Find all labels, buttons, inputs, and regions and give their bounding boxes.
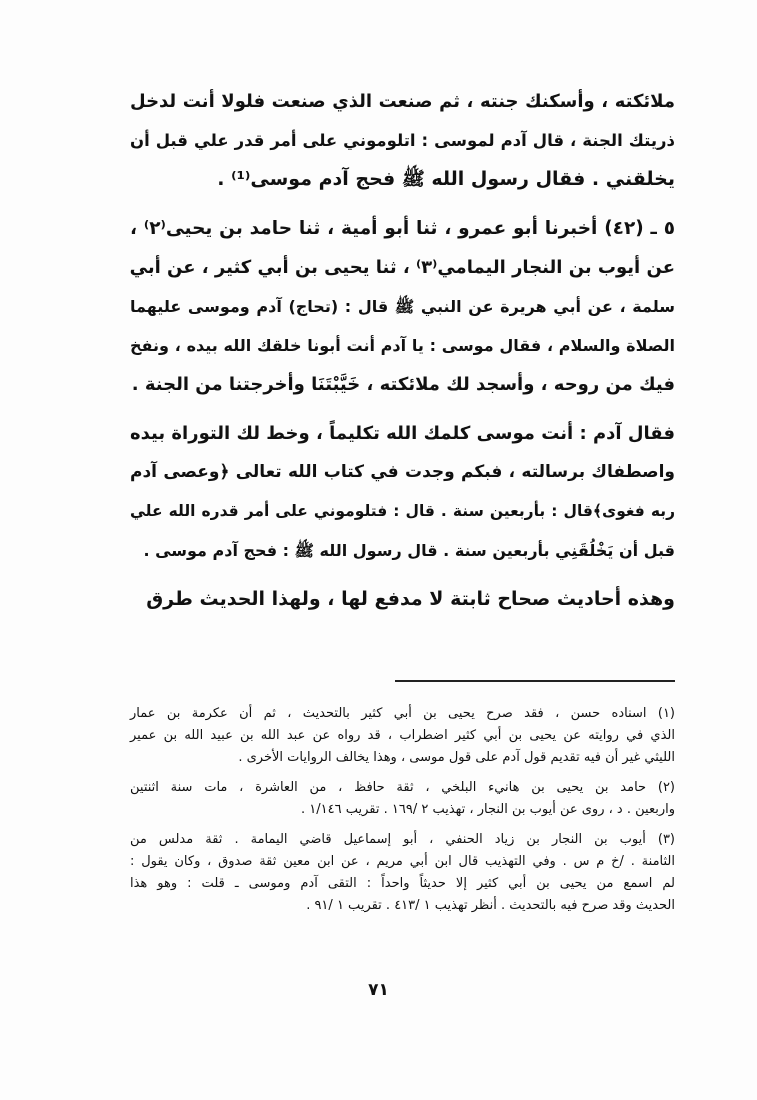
text-line: فقال آدم : أنت موسى كلمك الله تكليماً ، وخط لك التوراة بيده xyxy=(130,423,675,444)
paragraph-4 xyxy=(130,580,675,619)
footnote-2 xyxy=(130,777,675,821)
text-line: وهذه أحاديث صحاح ثابتة لا مدفع لها ، ولهذا الحديث طرق xyxy=(146,588,675,610)
footnote-line: الحديث وقد صرح فيه بالتحديث . أنظر تهذيب ١ /٤١٣ . تقريب ١ /٩١ . xyxy=(306,898,675,913)
text-line: ربه فغوى﴾قال : بأربعين سنة . قال : فتلوموني على أمر قدره الله علي xyxy=(130,502,675,520)
footnote-line: الليثي غير أن فيه تقديم قول آدم على قول موسى ، وهذا يخالف الروايات الأخرى . xyxy=(238,750,675,765)
footnote-3 xyxy=(130,829,675,917)
text-line: سلمة ، عن أبي هريرة عن النبي ﷺ قال : (تحاج) آدم وموسى عليهما xyxy=(130,297,675,316)
footnote-separator xyxy=(395,680,675,682)
paragraph-1 xyxy=(130,82,675,199)
footnotes xyxy=(130,703,675,925)
text-line: الصلاة والسلام ، فقال موسى : يا آدم أنت أبونا خلقك الله بيده ، ونفخ xyxy=(130,336,675,355)
paragraph-3 xyxy=(130,414,675,570)
text-line: يخلقني . فقال رسول الله ﷺ فحج آدم موسى⁽¹⁾ . xyxy=(217,168,675,190)
footnote-line: (٣) أيوب بن النجار بن زياد الحنفي ، أبو إسماعيل قاضي اليمامة . ثقة مدلس من xyxy=(130,832,675,847)
footnote-1 xyxy=(130,703,675,769)
footnote-line: لم اسمع من يحيى بن أبي كثير إلا حديثاً واحداً : التقى آدم وموسى ـ قلت : وهو هذا xyxy=(130,876,675,891)
text-line: فيك من روحه ، وأسجد لك ملائكته ، خَيَّبْتَنَا وأخرجتنا من الجنة . xyxy=(131,374,675,395)
footnote-line: (١) اسناده حسن ، فقد صرح يحيى بن أبي كثير بالتحديث ، ثم أن عكرمة بن عمار xyxy=(130,706,675,721)
footnote-line: (٢) حامد بن يحيى بن هانيء البلخي ، ثقة حافظ ، من العاشرة ، مات سنة اثنتين xyxy=(130,780,675,795)
text-line: ٥ ـ (٤٢) أخبرنا أبو عمرو ، ثنا أبو أمية ، ثنا حامد بن يحيى⁽٢⁾ ، xyxy=(130,218,675,239)
text-line: عن أيوب بن النجار اليمامي⁽٣⁾ ، ثنا يحيى بن أبي كثير ، عن أبي xyxy=(129,257,675,278)
footnote-line: الذي في روايته عن يحيى بن أبي كثير اضطراب ، قد رواه عن عبد الله بن عبيد الله بن عمير xyxy=(130,728,675,743)
text-line: ملائكته ، وأسكنك جنته ، ثم صنعت الذي صنعت فلولا أنت لدخل xyxy=(130,91,675,112)
text-line: ذريتك الجنة ، قال آدم لموسى : اتلوموني على أمر قدر علي قبل أن xyxy=(130,131,675,150)
page-number: ٧١ xyxy=(368,980,389,1000)
text-line: واصطفاك برسالته ، فبكم وجدت في كتاب الله تعالى ﴿وعصى آدم xyxy=(130,462,675,482)
footnote-line: الثامنة . /خ م س . وفي التهذيب قال ابن أبي مريم ، عن ابن معين ثقة صدوق ، وكان يقول : xyxy=(130,854,675,869)
text-line: قبل أن يَخْلُقَنِي بأربعين سنة . قال رسول الله ﷺ : فحج آدم موسى . xyxy=(143,541,675,560)
main-text xyxy=(130,82,675,629)
footnote-line: واربعين . د ، روى عن أيوب بن النجار ، تهذيب ٢ /١٦٩ . تقريب ١/١٤٦ . xyxy=(301,802,675,817)
paragraph-2 xyxy=(130,209,675,404)
